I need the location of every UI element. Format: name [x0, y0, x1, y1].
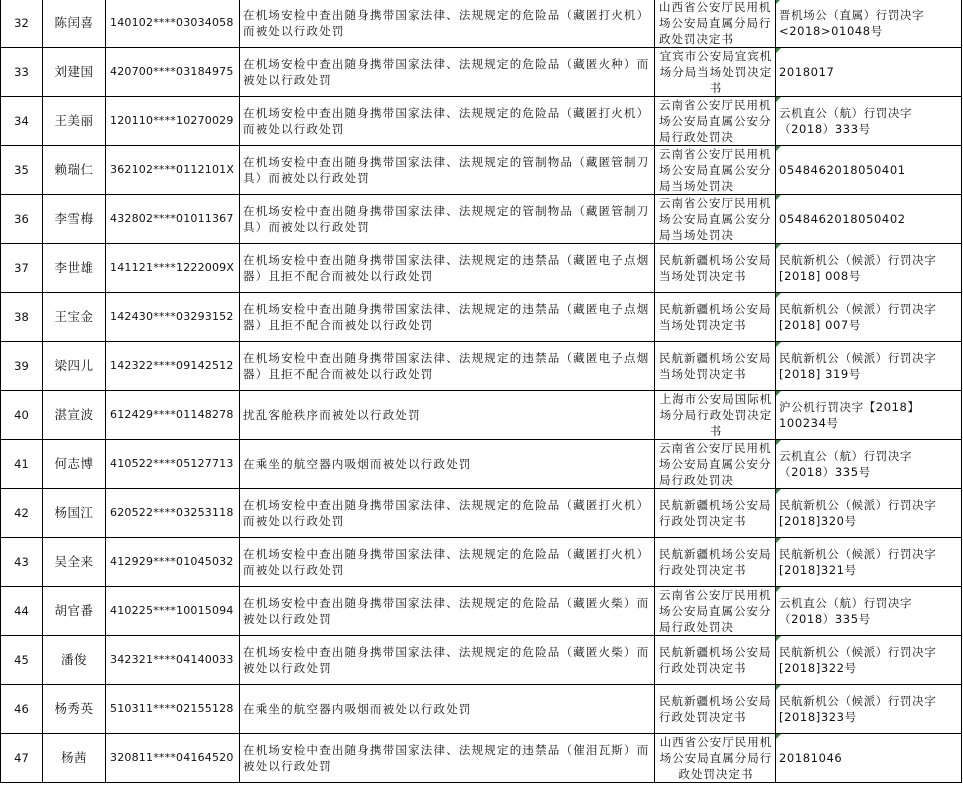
violation-reason: 在机场安检中查出随身携带国家法律、法规规定的危险品（藏匿打火机）而被处以行政处罚	[240, 538, 655, 587]
id-number: 342321****04140033	[106, 636, 240, 685]
issuing-authority: 民航新疆机场公安局行政处罚决定书	[655, 685, 776, 734]
issuing-authority: 民航新疆机场公安局当场处罚决定书	[655, 342, 776, 391]
decision-number: 云机直公（航）行罚决字（2018）335号	[776, 440, 962, 489]
decision-number: 20181046	[776, 734, 962, 783]
issuing-authority: 宜宾市公安局宜宾机场分局当场处罚决定书	[655, 48, 776, 97]
id-number: 141121****1222009X	[106, 244, 240, 293]
id-number: 510311****02155128	[106, 685, 240, 734]
violation-reason: 在乘坐的航空器内吸烟而被处以行政处罚	[240, 440, 655, 489]
table-row	[1, 391, 962, 440]
person-name: 梁四儿	[43, 342, 106, 391]
row-number: 32	[1, 0, 43, 48]
id-number: 420700****03184975	[106, 48, 240, 97]
violation-reason: 在机场安检中查出随身携带国家法律、法规规定的危险品（藏匿打火机）而被处以行政处罚	[240, 489, 655, 538]
table-row	[1, 734, 962, 783]
person-name: 赖瑞仁	[43, 146, 106, 195]
violation-reason: 在机场安检中查出随身携带国家法律、法规规定的危险品（藏匿火柴）而被处以行政处罚	[240, 636, 655, 685]
person-name: 王美丽	[43, 97, 106, 146]
issuing-authority: 山西省公安厅民用机场公安局直属分局行政处罚决定书	[655, 734, 776, 783]
row-number: 41	[1, 440, 43, 489]
decision-number: 民航新机公（候派）行罚决字[2018] 319号	[776, 342, 962, 391]
person-name: 陈闰喜	[43, 0, 106, 48]
id-number: 140102****03034058	[106, 0, 240, 48]
decision-number: 民航新机公（候派）行罚决字[2018]323号	[776, 685, 962, 734]
violation-reason: 在机场安检中查出随身携带国家法律、法规规定的违禁品（藏匿电子点烟器）且拒不配合而被处以行政处罚	[240, 244, 655, 293]
table-row	[1, 538, 962, 587]
decision-number: 民航新机公（候派）行罚决字[2018]320号	[776, 489, 962, 538]
row-number: 39	[1, 342, 43, 391]
issuing-authority: 云南省公安厅民用机场公安局直属公安分局行政处罚决	[655, 440, 776, 489]
table-row	[1, 146, 962, 195]
violation-reason: 在机场安检中查出随身携带国家法律、法规规定的危险品（藏匿打火机）而被处以行政处罚	[240, 0, 655, 48]
violation-reason: 在机场安检中查出随身携带国家法律、法规规定的违禁品（藏匿电子点烟器）且拒不配合而被处以行政处罚	[240, 342, 655, 391]
id-number: 142430****03293152	[106, 293, 240, 342]
person-name: 潘俊	[43, 636, 106, 685]
table-row	[1, 293, 962, 342]
table-row	[1, 489, 962, 538]
decision-number: 0548462018050401	[776, 146, 962, 195]
decision-number: 2018017	[776, 48, 962, 97]
person-name: 杨茜	[43, 734, 106, 783]
decision-number: 民航新机公（候派）行罚决字[2018]321号	[776, 538, 962, 587]
row-number: 42	[1, 489, 43, 538]
issuing-authority: 民航新疆机场公安局行政处罚决定书	[655, 538, 776, 587]
row-number: 33	[1, 48, 43, 97]
issuing-authority: 民航新疆机场公安局行政处罚决定书	[655, 489, 776, 538]
issuing-authority: 云南省公安厅民用机场公安局直属公安分局行政处罚决	[655, 97, 776, 146]
id-number: 410522****05127713	[106, 440, 240, 489]
row-number: 44	[1, 587, 43, 636]
row-number: 35	[1, 146, 43, 195]
table-row	[1, 97, 962, 146]
issuing-authority: 上海市公安局国际机场分局行政处罚决定书	[655, 391, 776, 440]
person-name: 刘建国	[43, 48, 106, 97]
decision-number: 云机直公（航）行罚决字（2018）333号	[776, 97, 962, 146]
id-number: 620522****03253118	[106, 489, 240, 538]
violation-reason: 在机场安检中查出随身携带国家法律、法规规定的危险品（藏匿打火机）而被处以行政处罚	[240, 97, 655, 146]
violation-reason: 在机场安检中查出随身携带国家法律、法规规定的危险品（藏匿火柴）而被处以行政处罚	[240, 587, 655, 636]
row-number: 37	[1, 244, 43, 293]
violation-reason: 在机场安检中查出随身携带国家法律、法规规定的管制物品（藏匿管制刀具）而被处以行政处罚	[240, 146, 655, 195]
id-number: 120110****10270029	[106, 97, 240, 146]
id-number: 612429****01148278	[106, 391, 240, 440]
row-number: 43	[1, 538, 43, 587]
table-row	[1, 636, 962, 685]
decision-number: 民航新机公（候派）行罚决字[2018] 007号	[776, 293, 962, 342]
decision-number: 民航新机公（候派）行罚决字[2018]322号	[776, 636, 962, 685]
table-row	[1, 342, 962, 391]
issuing-authority: 民航新疆机场公安局行政处罚决定书	[655, 636, 776, 685]
table-row	[1, 685, 962, 734]
row-number: 38	[1, 293, 43, 342]
issuing-authority: 云南省公安厅民用机场公安局直属公安分局当场处罚决	[655, 146, 776, 195]
id-number: 410225****10015094	[106, 587, 240, 636]
row-number: 40	[1, 391, 43, 440]
violation-reason: 扰乱客舱秩序而被处以行政处罚	[240, 391, 655, 440]
row-number: 34	[1, 97, 43, 146]
person-name: 胡官番	[43, 587, 106, 636]
issuing-authority: 云南省公安厅民用机场公安局直属公安分局当场处罚决	[655, 195, 776, 244]
violation-reason: 在机场安检中查出随身携带国家法律、法规规定的危险品（藏匿火种）而被处以行政处罚	[240, 48, 655, 97]
violation-reason: 在乘坐的航空器内吸烟而被处以行政处罚	[240, 685, 655, 734]
row-number: 46	[1, 685, 43, 734]
row-number: 45	[1, 636, 43, 685]
id-number: 362102****0112101X	[106, 146, 240, 195]
violation-reason: 在机场安检中查出随身携带国家法律、法规规定的违禁品（催泪瓦斯）而被处以行政处罚	[240, 734, 655, 783]
table-row	[1, 195, 962, 244]
person-name: 何志博	[43, 440, 106, 489]
violation-reason: 在机场安检中查出随身携带国家法律、法规规定的违禁品（藏匿电子点烟器）且拒不配合而被处以行政处罚	[240, 293, 655, 342]
issuing-authority: 民航新疆机场公安局当场处罚决定书	[655, 244, 776, 293]
id-number: 142322****09142512	[106, 342, 240, 391]
row-number: 36	[1, 195, 43, 244]
person-name: 李世雄	[43, 244, 106, 293]
row-number: 47	[1, 734, 43, 783]
person-name: 杨国江	[43, 489, 106, 538]
issuing-authority: 民航新疆机场公安局当场处罚决定书	[655, 293, 776, 342]
table-row	[1, 440, 962, 489]
table-row	[1, 48, 962, 97]
id-number: 432802****01011367	[106, 195, 240, 244]
person-name: 杨秀英	[43, 685, 106, 734]
decision-number: 0548462018050402	[776, 195, 962, 244]
person-name: 湛宣波	[43, 391, 106, 440]
person-name: 王宝金	[43, 293, 106, 342]
person-name: 吴全来	[43, 538, 106, 587]
table-row	[1, 587, 962, 636]
table-row	[1, 244, 962, 293]
decision-number: 晋机场公（直属）行罚决字<2018>01048号	[776, 0, 962, 48]
decision-number: 民航新机公（候派）行罚决字[2018] 008号	[776, 244, 962, 293]
issuing-authority: 山西省公安厅民用机场公安局直属分局行政处罚决定书	[655, 0, 776, 48]
id-number: 320811****04164520	[106, 734, 240, 783]
table-body	[1, 0, 962, 783]
id-number: 412929****01045032	[106, 538, 240, 587]
issuing-authority: 云南省公安厅民用机场公安局直属公安分局行政处罚决	[655, 587, 776, 636]
decision-number: 云机直公（航）行罚决字（2018）335号	[776, 587, 962, 636]
table-row	[1, 0, 962, 48]
decision-number: 沪公机行罚决字【2018】100234号	[776, 391, 962, 440]
person-name: 李雪梅	[43, 195, 106, 244]
violation-reason: 在机场安检中查出随身携带国家法律、法规规定的管制物品（藏匿管制刀具）而被处以行政处罚	[240, 195, 655, 244]
